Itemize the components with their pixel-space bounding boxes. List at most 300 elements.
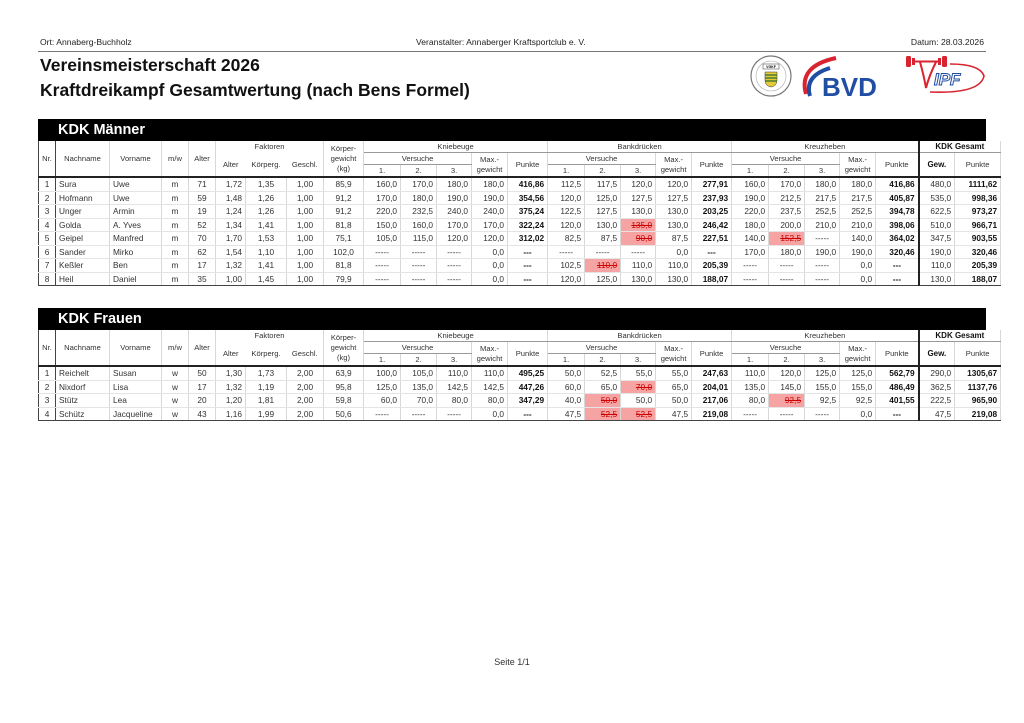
cell-kb-attempt-3: 120,0 [437, 232, 472, 246]
cell-gesamt-gew: 290,0 [919, 366, 955, 380]
cell-kh-attempt-2: 237,5 [769, 205, 805, 219]
cell-mw: w [162, 394, 189, 408]
cell-bd-punkte: 188,07 [692, 272, 732, 286]
cell-nr: 1 [39, 366, 56, 380]
col-bd-versuche: Versuche [548, 153, 656, 165]
cell-bd-punkte: 237,93 [692, 191, 732, 205]
cell-kb-max: 0,0 [472, 272, 508, 286]
logos [744, 52, 989, 102]
cell-gesamt-gew: 110,0 [919, 259, 955, 273]
cell-kh-punkte: 416,86 [876, 177, 919, 191]
cell-mw: w [162, 380, 189, 394]
cell-mw: m [162, 218, 189, 232]
table-row [39, 191, 1001, 205]
cell-kb-attempt-2: 70,0 [401, 394, 437, 408]
cell-bd-max: 110,0 [656, 259, 692, 273]
cell-faktor-geschl: 2,00 [287, 394, 324, 408]
col-kh-max: Max.- gewicht [840, 153, 876, 178]
section-kdk-frauen [38, 308, 998, 421]
cell-kh-max: 0,0 [840, 272, 876, 286]
col-mw: m/w [162, 141, 189, 177]
col-kb-v2: 2. [401, 354, 437, 367]
ipf-logo [906, 56, 984, 92]
cell-bd-attempt-3: 70,0 [621, 380, 656, 394]
cell-kb-attempt-2: ----- [401, 407, 437, 421]
cell-mw: m [162, 232, 189, 246]
cell-gesamt-gew: 362,5 [919, 380, 955, 394]
cell-gesamt-gew: 347,5 [919, 232, 955, 246]
cell-kh-punkte: 405,87 [876, 191, 919, 205]
cell-faktor-geschl: 1,00 [287, 191, 324, 205]
col-kb-max: Max.- gewicht [472, 342, 508, 367]
cell-kb-punkte: 447,26 [508, 380, 548, 394]
cell-alter: 19 [189, 205, 216, 219]
cell-bd-max: 55,0 [656, 366, 692, 380]
col-gesamt-punkte: Punkte [955, 153, 1001, 178]
cell-gesamt-punkte: 1137,76 [955, 380, 1001, 394]
cell-kh-max: 0,0 [840, 407, 876, 421]
cell-nachname: Hofmann [56, 191, 110, 205]
cell-faktor-geschl: 1,00 [287, 205, 324, 219]
date-text: Datum: 28.03.2026 [910, 37, 984, 47]
cell-faktor-koerperg: 1,41 [246, 218, 287, 232]
cell-kb-punkte: 312,02 [508, 232, 548, 246]
col-f-geschl: Geschl. [287, 342, 324, 367]
cell-vorname: A. Yves [110, 218, 162, 232]
cell-bd-attempt-2: 125,0 [585, 272, 621, 286]
col-koerpergewicht: Körper- gewicht (kg) [324, 330, 364, 366]
cell-bd-punkte: 204,01 [692, 380, 732, 394]
cell-kh-attempt-3: 210,0 [805, 218, 840, 232]
cell-alter: 17 [189, 380, 216, 394]
col-bd-max: Max.- gewicht [656, 342, 692, 367]
col-bd-max: Max.- gewicht [656, 153, 692, 178]
cell-vorname: Mirko [110, 245, 162, 259]
location-text: Ort: Annaberg-Buchholz [40, 37, 132, 47]
cell-kh-attempt-1: 170,0 [732, 245, 769, 259]
cell-gesamt-gew: 190,0 [919, 245, 955, 259]
table-row [39, 394, 1001, 408]
cell-kh-attempt-2: 120,0 [769, 366, 805, 380]
cell-alter: 62 [189, 245, 216, 259]
col-bd-v3: 3. [621, 354, 656, 367]
cell-bd-max: 0,0 [656, 245, 692, 259]
cell-nachname: Stütz [56, 394, 110, 408]
cell-kb-attempt-2: 135,0 [401, 380, 437, 394]
cell-bd-attempt-3: 50,0 [621, 394, 656, 408]
cell-bd-punkte: 205,39 [692, 259, 732, 273]
col-kb-max: Max.- gewicht [472, 153, 508, 178]
cell-kh-punkte: --- [876, 407, 919, 421]
cell-bd-attempt-2: 127,5 [585, 205, 621, 219]
results-table [38, 330, 1001, 421]
col-alter: Alter [189, 141, 216, 177]
cell-kh-attempt-3: 217,5 [805, 191, 840, 205]
cell-faktor-geschl: 1,00 [287, 272, 324, 286]
cell-bd-attempt-3: 110,0 [621, 259, 656, 273]
cell-kb-attempt-1: ----- [364, 259, 401, 273]
table-row [39, 272, 1001, 286]
col-gesamt-gew: Gew. [919, 153, 955, 178]
cell-bd-attempt-2: 52,5 [585, 407, 621, 421]
cell-bd-attempt-3: 90,0 [621, 232, 656, 246]
col-kh-v2: 2. [769, 354, 805, 367]
cell-kh-attempt-3: 190,0 [805, 245, 840, 259]
cell-bd-punkte: 217,06 [692, 394, 732, 408]
cell-vorname: Ben [110, 259, 162, 273]
cell-bd-punkte: 246,42 [692, 218, 732, 232]
table-row [39, 245, 1001, 259]
cell-kb-max: 0,0 [472, 259, 508, 273]
cell-vorname: Susan [110, 366, 162, 380]
cell-bd-attempt-2: 65,0 [585, 380, 621, 394]
cell-bd-attempt-3: 130,0 [621, 205, 656, 219]
cell-faktor-alter: 1,32 [216, 380, 246, 394]
cell-kb-attempt-2: 115,0 [401, 232, 437, 246]
cell-bd-max: 50,0 [656, 394, 692, 408]
col-kh-punkte: Punkte [876, 342, 919, 367]
cell-kh-attempt-2: 180,0 [769, 245, 805, 259]
cell-koerpergewicht: 81,8 [324, 259, 364, 273]
table-row [39, 366, 1001, 380]
cell-bd-attempt-2: 130,0 [585, 218, 621, 232]
cell-faktor-alter: 1,24 [216, 205, 246, 219]
cell-alter: 59 [189, 191, 216, 205]
cell-gesamt-punkte: 219,08 [955, 407, 1001, 421]
cell-kh-attempt-2: 152,5 [769, 232, 805, 246]
col-bankdruecken: Bankdrücken [548, 330, 732, 342]
cell-bd-attempt-3: 130,0 [621, 272, 656, 286]
cell-gesamt-punkte: 1305,67 [955, 366, 1001, 380]
cell-kb-punkte: 495,25 [508, 366, 548, 380]
cell-nachname: Nixdorf [56, 380, 110, 394]
cell-bd-attempt-3: 120,0 [621, 177, 656, 191]
section-title: KDK Männer [38, 119, 986, 141]
cell-kb-attempt-1: 170,0 [364, 191, 401, 205]
col-bd-punkte: Punkte [692, 342, 732, 367]
cell-faktor-koerperg: 1,35 [246, 177, 287, 191]
col-kreuzheben: Kreuzheben [732, 141, 919, 153]
cell-kh-attempt-1: 140,0 [732, 232, 769, 246]
col-kb-punkte: Punkte [508, 342, 548, 367]
cell-mw: w [162, 366, 189, 380]
cell-kh-attempt-3: 125,0 [805, 366, 840, 380]
cell-alter: 70 [189, 232, 216, 246]
cell-faktor-koerperg: 1,10 [246, 245, 287, 259]
cell-gesamt-gew: 535,0 [919, 191, 955, 205]
col-kh-v2: 2. [769, 165, 805, 178]
cell-gesamt-gew: 622,5 [919, 205, 955, 219]
cell-kb-attempt-1: 100,0 [364, 366, 401, 380]
cell-kb-attempt-2: ----- [401, 245, 437, 259]
col-bd-v1: 1. [548, 354, 585, 367]
cell-kh-attempt-1: 160,0 [732, 177, 769, 191]
cell-faktor-alter: 1,20 [216, 394, 246, 408]
cell-faktor-geschl: 1,00 [287, 177, 324, 191]
bvd-logo [805, 58, 877, 102]
cell-nr: 1 [39, 177, 56, 191]
cell-mw: m [162, 245, 189, 259]
cell-kb-attempt-3: ----- [437, 407, 472, 421]
cell-vorname: Lisa [110, 380, 162, 394]
col-kh-punkte: Punkte [876, 153, 919, 178]
col-kh-versuche: Versuche [732, 342, 840, 354]
cell-kb-attempt-1: ----- [364, 272, 401, 286]
cell-bd-attempt-2: 50,0 [585, 394, 621, 408]
cell-kb-attempt-3: 170,0 [437, 218, 472, 232]
cell-faktor-geschl: 2,00 [287, 407, 324, 421]
cell-faktor-alter: 1,70 [216, 232, 246, 246]
cell-kb-max: 80,0 [472, 394, 508, 408]
col-kb-v1: 1. [364, 354, 401, 367]
cell-nr: 8 [39, 272, 56, 286]
col-kh-v1: 1. [732, 165, 769, 178]
cell-gesamt-punkte: 320,46 [955, 245, 1001, 259]
table-row [39, 407, 1001, 421]
cell-faktor-geschl: 1,00 [287, 245, 324, 259]
table-row [39, 232, 1001, 246]
cell-kh-attempt-2: 200,0 [769, 218, 805, 232]
cell-kh-max: 180,0 [840, 177, 876, 191]
table-row [39, 177, 1001, 191]
cell-nr: 5 [39, 232, 56, 246]
cell-nachname: Reichelt [56, 366, 110, 380]
cell-koerpergewicht: 79,9 [324, 272, 364, 286]
cell-faktor-koerperg: 1,26 [246, 191, 287, 205]
cell-faktor-geschl: 2,00 [287, 366, 324, 380]
cell-kh-attempt-1: ----- [732, 407, 769, 421]
cell-koerpergewicht: 102,0 [324, 245, 364, 259]
cell-bd-attempt-2: 52,5 [585, 366, 621, 380]
cell-kb-max: 0,0 [472, 245, 508, 259]
cell-alter: 52 [189, 218, 216, 232]
cell-gesamt-punkte: 205,39 [955, 259, 1001, 273]
cell-gesamt-punkte: 966,71 [955, 218, 1001, 232]
cell-bd-attempt-1: 82,5 [548, 232, 585, 246]
cell-kh-attempt-1: 110,0 [732, 366, 769, 380]
cell-bd-attempt-1: 50,0 [548, 366, 585, 380]
cell-nachname: Golda [56, 218, 110, 232]
col-f-koerperg: Körperg. [246, 153, 287, 178]
cell-bd-attempt-2: 110,0 [585, 259, 621, 273]
cell-nachname: Schütz [56, 407, 110, 421]
cell-alter: 43 [189, 407, 216, 421]
col-kb-v3: 3. [437, 165, 472, 178]
cell-kb-punkte: 375,24 [508, 205, 548, 219]
cell-kh-attempt-2: ----- [769, 272, 805, 286]
cell-nr: 6 [39, 245, 56, 259]
cell-kb-attempt-1: 160,0 [364, 177, 401, 191]
cell-kb-attempt-1: 60,0 [364, 394, 401, 408]
col-alter: Alter [189, 330, 216, 366]
cell-nachname: Unger [56, 205, 110, 219]
col-bd-punkte: Punkte [692, 153, 732, 178]
cell-faktor-alter: 1,16 [216, 407, 246, 421]
cell-bd-max: 65,0 [656, 380, 692, 394]
cell-bd-max: 47,5 [656, 407, 692, 421]
cell-faktor-alter: 1,34 [216, 218, 246, 232]
col-kniebeuge: Kniebeuge [364, 141, 548, 153]
page-header [38, 37, 986, 52]
cell-vorname: Jacqueline [110, 407, 162, 421]
cell-kb-attempt-1: 125,0 [364, 380, 401, 394]
col-kb-v3: 3. [437, 354, 472, 367]
col-bd-v2: 2. [585, 165, 621, 178]
cell-bd-punkte: 247,63 [692, 366, 732, 380]
cell-nr: 3 [39, 394, 56, 408]
col-f-alter: Alter [216, 153, 246, 178]
cell-faktor-koerperg: 1,81 [246, 394, 287, 408]
cell-bd-attempt-1: ----- [548, 245, 585, 259]
cell-kb-max: 120,0 [472, 232, 508, 246]
col-kb-versuche: Versuche [364, 153, 472, 165]
results-table [38, 141, 1001, 286]
col-kh-max: Max.- gewicht [840, 342, 876, 367]
cell-gesamt-punkte: 903,55 [955, 232, 1001, 246]
cell-faktor-geschl: 2,00 [287, 380, 324, 394]
cell-kb-max: 110,0 [472, 366, 508, 380]
cell-kb-punkte: 347,29 [508, 394, 548, 408]
cell-faktor-koerperg: 1,53 [246, 232, 287, 246]
cell-faktor-koerperg: 1,45 [246, 272, 287, 286]
cell-faktor-koerperg: 1,26 [246, 205, 287, 219]
col-mw: m/w [162, 330, 189, 366]
cell-faktor-alter: 1,54 [216, 245, 246, 259]
col-faktoren: Faktoren [216, 330, 324, 342]
cell-vorname: Lea [110, 394, 162, 408]
cell-kb-attempt-3: ----- [437, 259, 472, 273]
cell-kh-punkte: 398,06 [876, 218, 919, 232]
table-row [39, 205, 1001, 219]
cell-nachname: Sander [56, 245, 110, 259]
table-row [39, 380, 1001, 394]
col-nr: Nr. [39, 141, 56, 177]
cell-bd-attempt-3: 127,5 [621, 191, 656, 205]
cell-bd-attempt-1: 112,5 [548, 177, 585, 191]
cell-kh-attempt-2: 170,0 [769, 177, 805, 191]
cell-kh-attempt-3: ----- [805, 272, 840, 286]
cell-kb-attempt-3: 80,0 [437, 394, 472, 408]
col-nr: Nr. [39, 330, 56, 366]
cell-mw: m [162, 272, 189, 286]
cell-faktor-alter: 1,48 [216, 191, 246, 205]
cell-kh-attempt-1: ----- [732, 272, 769, 286]
cell-faktor-koerperg: 1,41 [246, 259, 287, 273]
cell-bd-punkte: 277,91 [692, 177, 732, 191]
cell-kb-max: 142,5 [472, 380, 508, 394]
col-kh-versuche: Versuche [732, 153, 840, 165]
cell-kh-attempt-3: 252,5 [805, 205, 840, 219]
cell-kb-punkte: 322,24 [508, 218, 548, 232]
cell-kh-attempt-2: 92,5 [769, 394, 805, 408]
cell-kh-attempt-3: ----- [805, 407, 840, 421]
col-bd-v1: 1. [548, 165, 585, 178]
cell-kh-max: 190,0 [840, 245, 876, 259]
cell-kb-attempt-2: 160,0 [401, 218, 437, 232]
cell-kb-punkte: --- [508, 245, 548, 259]
col-gesamt-gew: Gew. [919, 342, 955, 367]
cell-bd-max: 130,0 [656, 205, 692, 219]
cell-kh-punkte: --- [876, 259, 919, 273]
cell-kb-attempt-1: 220,0 [364, 205, 401, 219]
cell-kb-attempt-3: 142,5 [437, 380, 472, 394]
cell-bd-punkte: 203,25 [692, 205, 732, 219]
cell-kh-punkte: 364,02 [876, 232, 919, 246]
cell-gesamt-punkte: 998,36 [955, 191, 1001, 205]
cell-gesamt-gew: 47,5 [919, 407, 955, 421]
cell-gesamt-gew: 130,0 [919, 272, 955, 286]
table-row [39, 259, 1001, 273]
col-kh-v1: 1. [732, 354, 769, 367]
cell-bd-punkte: 219,08 [692, 407, 732, 421]
cell-nr: 7 [39, 259, 56, 273]
cell-kh-max: 125,0 [840, 366, 876, 380]
cell-kh-max: 217,5 [840, 191, 876, 205]
cell-faktor-alter: 1,00 [216, 272, 246, 286]
cell-vorname: Uwe [110, 191, 162, 205]
col-bd-versuche: Versuche [548, 342, 656, 354]
cell-kh-max: 252,5 [840, 205, 876, 219]
cell-bd-attempt-2: 117,5 [585, 177, 621, 191]
cell-bd-attempt-1: 40,0 [548, 394, 585, 408]
cell-vorname: Armin [110, 205, 162, 219]
cell-kh-punkte: 394,78 [876, 205, 919, 219]
cell-kb-attempt-2: 232,5 [401, 205, 437, 219]
cell-gesamt-punkte: 965,90 [955, 394, 1001, 408]
cell-faktor-alter: 1,30 [216, 366, 246, 380]
cell-nachname: Keßler [56, 259, 110, 273]
cell-mw: m [162, 177, 189, 191]
cell-kb-attempt-3: 110,0 [437, 366, 472, 380]
cell-gesamt-punkte: 1111,62 [955, 177, 1001, 191]
cell-vorname: Manfred [110, 232, 162, 246]
document-title: Vereinsmeisterschaft 2026 [40, 55, 260, 75]
col-kb-punkte: Punkte [508, 153, 548, 178]
cell-bd-max: 87,5 [656, 232, 692, 246]
cell-bd-attempt-2: 125,0 [585, 191, 621, 205]
organizer-text: Veranstalter: Annaberger Kraftsportclub e. V. [416, 37, 586, 47]
cell-kb-max: 180,0 [472, 177, 508, 191]
col-f-geschl: Geschl. [287, 153, 324, 178]
cell-kb-attempt-1: ----- [364, 245, 401, 259]
cell-nachname: Heil [56, 272, 110, 286]
col-kb-v2: 2. [401, 165, 437, 178]
cell-kb-attempt-2: 105,0 [401, 366, 437, 380]
cell-faktor-geschl: 1,00 [287, 259, 324, 273]
section-kdk-maenner [38, 119, 998, 286]
vgkf-seal-logo [751, 56, 791, 96]
col-kb-versuche: Versuche [364, 342, 472, 354]
svg-text:BVD: BVD [822, 72, 877, 102]
col-koerpergewicht: Körper- gewicht (kg) [324, 141, 364, 177]
cell-kh-attempt-2: 212,5 [769, 191, 805, 205]
cell-faktor-koerperg: 1,99 [246, 407, 287, 421]
cell-alter: 20 [189, 394, 216, 408]
cell-kh-punkte: --- [876, 272, 919, 286]
document-subtitle: Kraftdreikampf Gesamtwertung (nach Bens Formel) [40, 80, 470, 100]
cell-alter: 17 [189, 259, 216, 273]
cell-bd-attempt-1: 122,5 [548, 205, 585, 219]
cell-alter: 50 [189, 366, 216, 380]
cell-koerpergewicht: 81,8 [324, 218, 364, 232]
cell-kb-attempt-3: 180,0 [437, 177, 472, 191]
cell-mw: m [162, 259, 189, 273]
col-kh-v3: 3. [805, 354, 840, 367]
cell-kh-attempt-1: 220,0 [732, 205, 769, 219]
cell-bd-punkte: 227,51 [692, 232, 732, 246]
table-row [39, 218, 1001, 232]
cell-mw: m [162, 191, 189, 205]
